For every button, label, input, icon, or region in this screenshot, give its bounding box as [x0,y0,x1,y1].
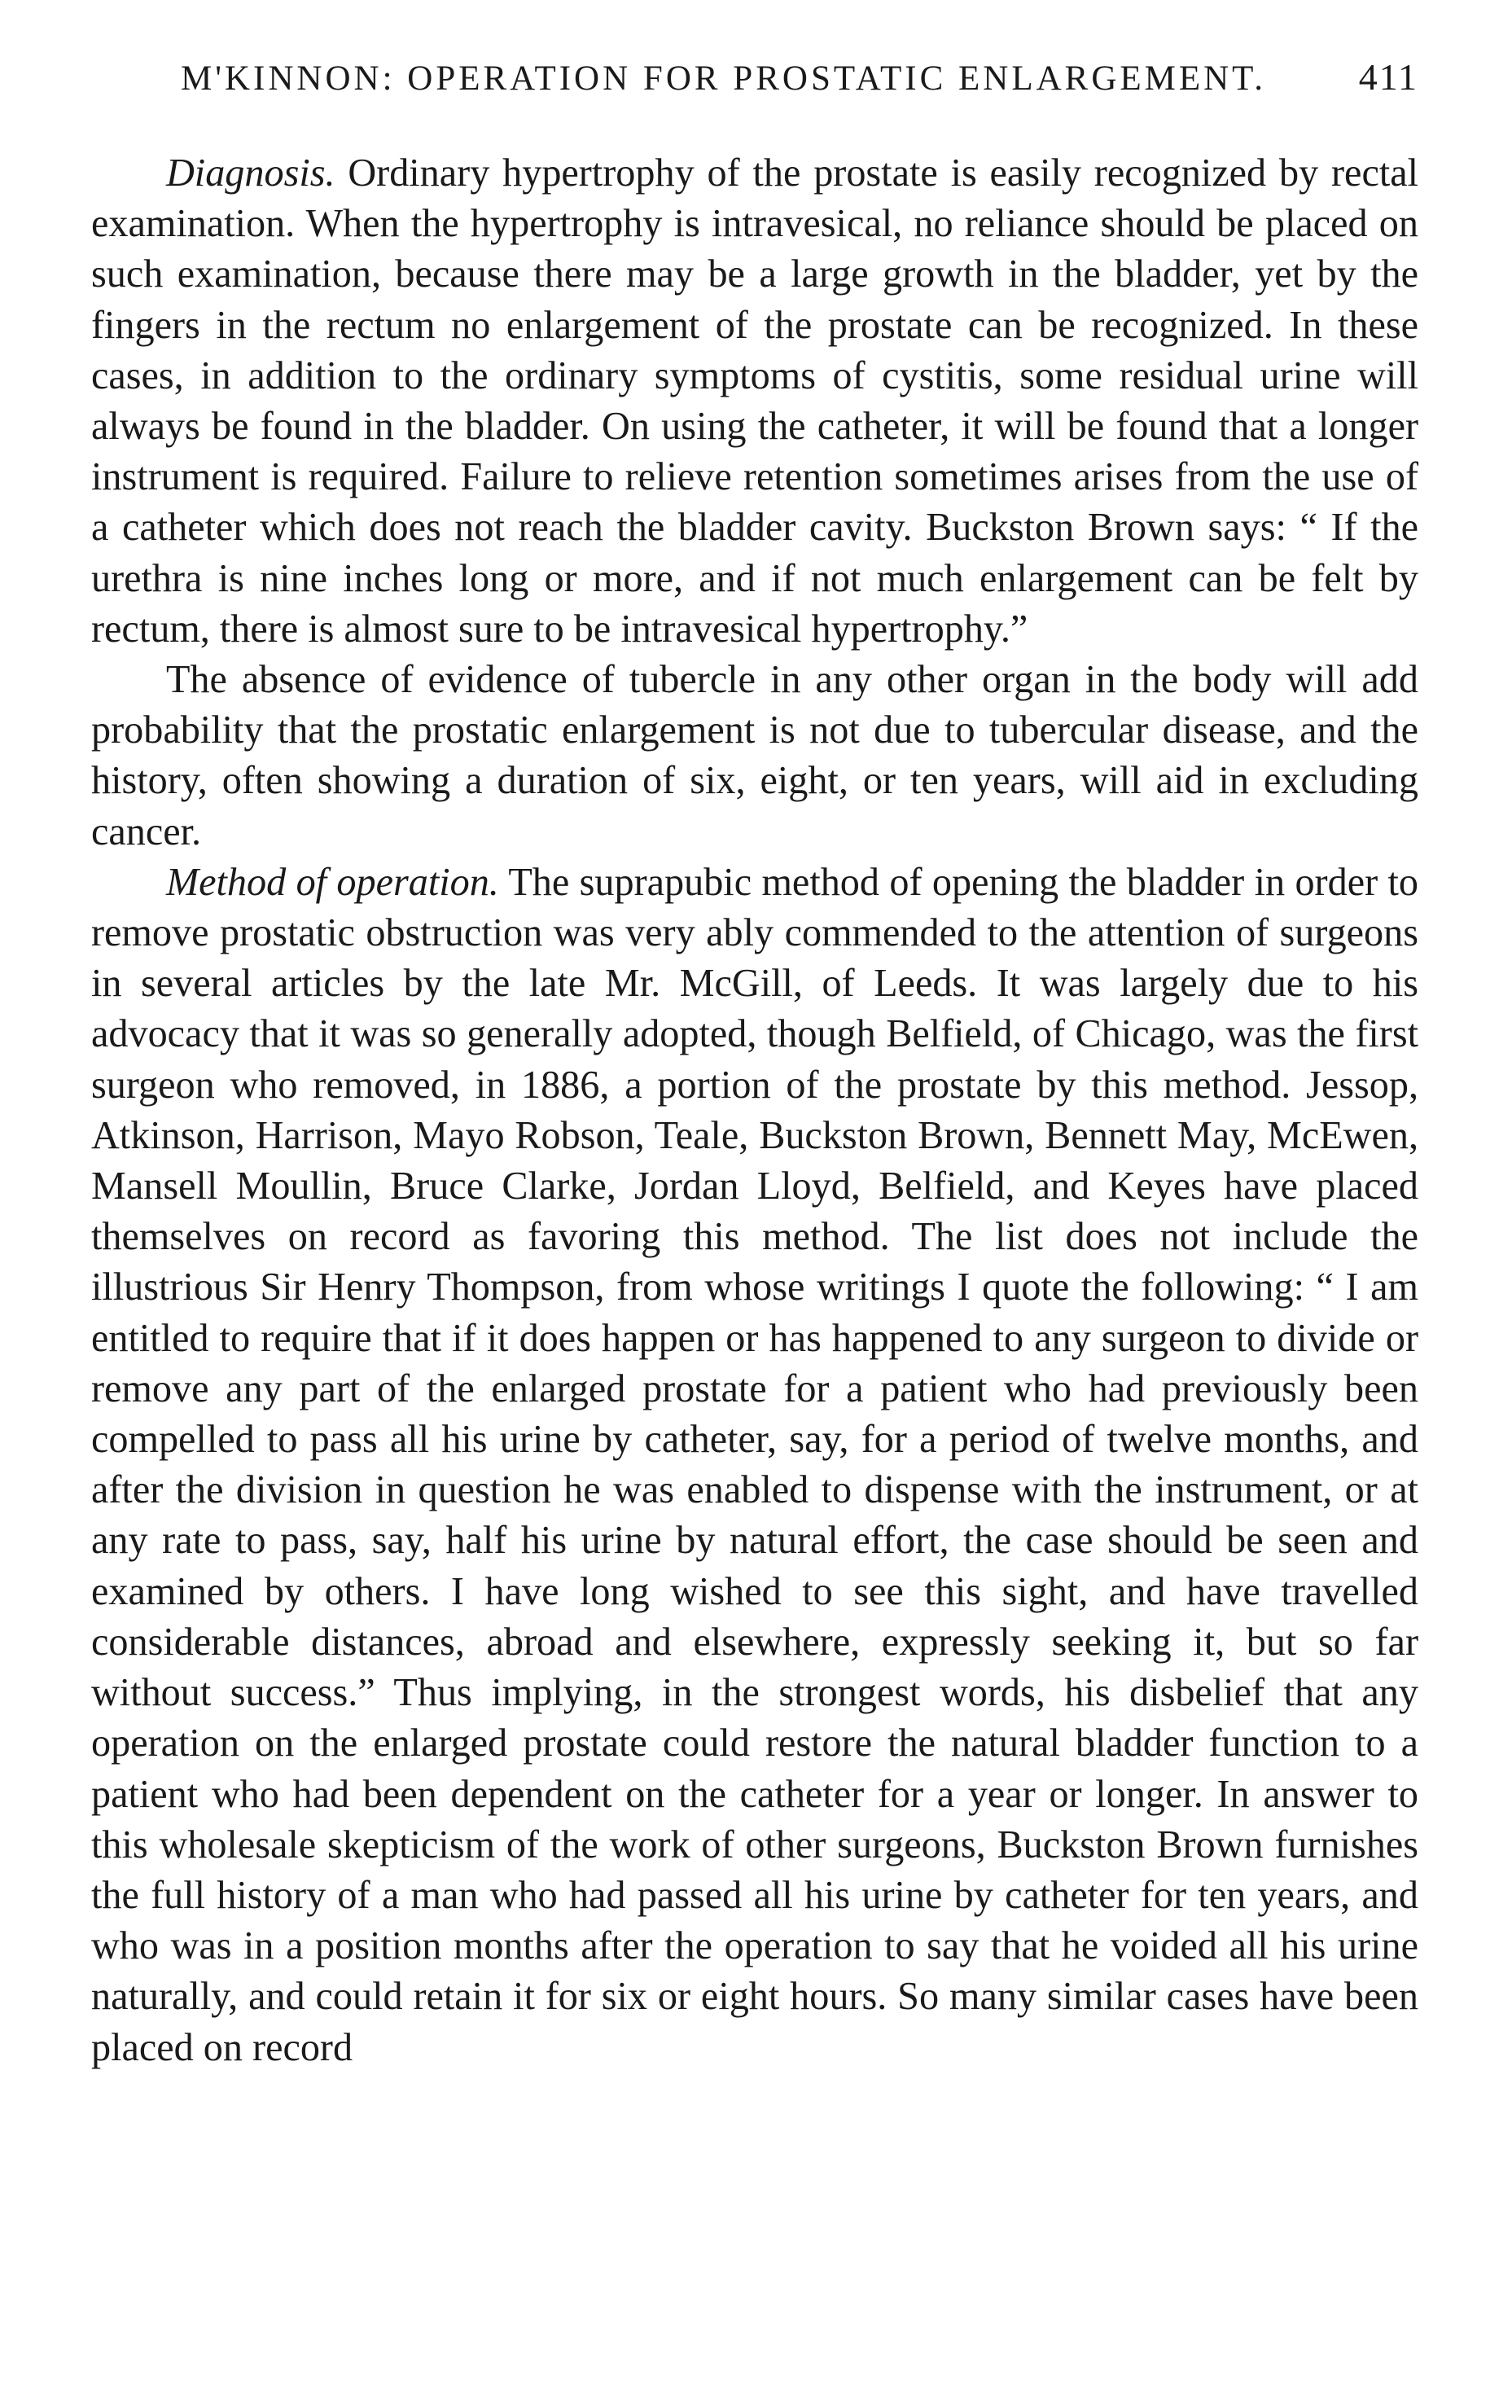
paragraph-text: The suprapubic method of opening the bladder in order to remove prostatic obstruction was very ably commended to the attention of surgeons in several articles by the late Mr. McGill, of Leeds. It was largely due to his advocacy that it was so generally adopted, though Belfield, of Chicago, was the first surgeon who removed, in 1886, a portion of the prostate by this method. Jessop, Atkinson, Harrison, Mayo Robson, Teale, Buckston Brown, Bennett May, McEwen, Mansell Moullin, Bruce Clarke, Jordan Lloyd, Belfield, and Keyes have placed themselves on record as favoring this method. The list does not include the illustrious Sir Henry Thompson, from whose writings I quote the following: “ I am entitled to require that if it does happen or has happened to any surgeon to divide or remove any part of the enlarged prostate for a patient who had previously been compelled to pass all his urine by catheter, say, for a period of twelve months, and after the division in question he was enabled to dispense with the instrument, or at any rate to pass, say, half his urine by natural effort, the case should be seen and examined by others. I have long wished to see this sight, and have travelled considerable distances, abroad and elsewhere, expressly seeking it, but so far without success.” Thus implying, in the strongest words, his disbelief that any operation on the enlarged prostate could restore the natural bladder function to a patient who had been dependent on the catheter for a year or longer. In answer to this wholesale skepticism of the work of other surgeons, Buckston Brown furnishes the full history of a man who had passed all his urine by catheter for ten years, and who was in a position months after the operation to say that he voided all his urine naturally, and could retain it for six or eight hours. So many similar cases have been placed on record [91,860,1418,2069]
run-in-heading-diagnosis: Diagnosis. [166,151,335,195]
run-in-heading-method: Method of operation. [166,860,499,904]
page-number: 411 [1358,56,1418,98]
paragraph-text: The absence of evidence of tubercle in any other organ in the body will add probability that the prostatic enlargement is not due to tubercular disease, and the history, often showing a duration of six, eight, or ten years, will aid in excluding cancer. [91,658,1418,853]
paragraph-text: Ordinary hypertrophy of the prostate is easily recognized by rectal examination. When the hypertrophy is intravesical, no reliance should be placed on such examination, because there may be a large growth in the bladder, yet by the fingers in the rectum no enlargement of the prostate can be recognized. In these cases, in addition to the ordinary symptoms of cystitis, some residual urine will always be found in the bladder. On using the catheter, it will be found that a longer instrument is required. Failure to relieve retention sometimes arises from the use of a catheter which does not reach the bladder cavity. Buckston Brown says: “ If the urethra is nine inches long or more, and if not much enlargement can be felt by rectum, there is almost sure to be intravesical hypertrophy.” [91,151,1418,651]
book-page [91,49,1418,2073]
body-text [91,148,1418,2073]
running-title: M'KINNON: OPERATION FOR PROSTATIC ENLARGEMENT. [181,59,1267,98]
paragraph-tubercle [91,655,1418,857]
paragraph-method-of-operation [91,857,1418,2073]
running-head [181,49,1418,106]
paragraph-diagnosis [91,148,1418,655]
